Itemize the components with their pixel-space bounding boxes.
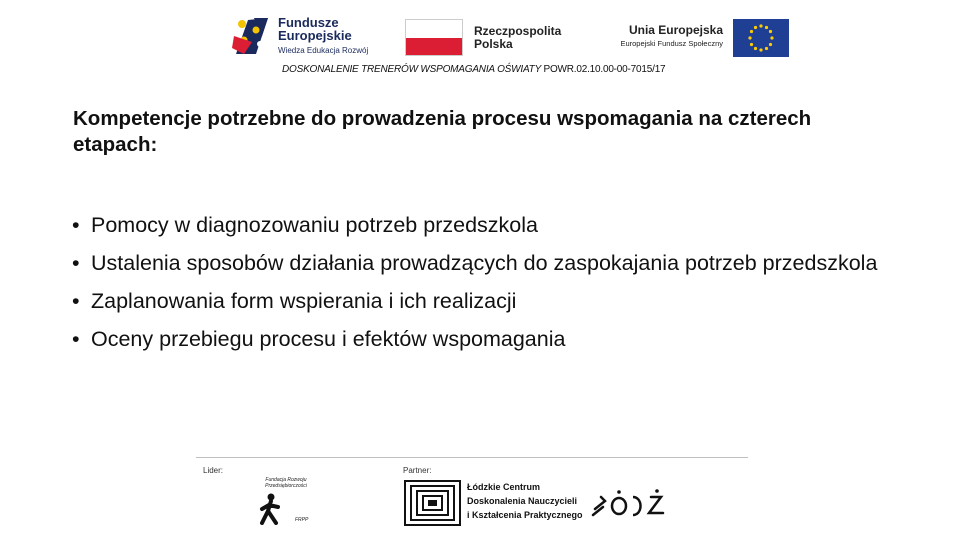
partner-org-name [467, 480, 583, 522]
partner-line2: Doskonalenia Nauczycieli [467, 496, 578, 506]
lider-logo [255, 477, 317, 527]
lodz-city-logo-icon [591, 487, 667, 517]
fundusze-subtitle: Wiedza Edukacja Rozwój [278, 46, 369, 55]
walking-figure-icon [259, 493, 281, 525]
lider-org-line1: Fundacja Rozwoju [265, 477, 307, 483]
fundusze-line1: Fundusze [278, 15, 339, 30]
unia-europejska-text [605, 23, 723, 48]
header [0, 0, 960, 80]
bullet-item: • Ustalenia sposobów działania prowadzących do zaspokajania potrzeb przedszkola [72, 252, 902, 275]
partner-line3: i Kształcenia Praktycznego [467, 510, 583, 520]
project-name: DOSKONALENIE TRENERÓW WSPOMAGANIA OŚWIATY [282, 64, 541, 75]
slide-title: Kompetencje potrzebne do prowadzenia procesu wspomagania na czterech etapach: [73, 107, 812, 156]
fundusze-line2: Europejskie [278, 28, 352, 43]
lider-small-text: FRPP [295, 517, 309, 523]
fundusze-europejskie-text [278, 16, 352, 42]
poland-flag-icon [405, 19, 463, 56]
ue-subtitle: Europejski Fundusz Społeczny [620, 39, 723, 48]
partner-label: Partner: [403, 466, 432, 475]
project-code: POWR.02.10.00-00-7015/17 [543, 64, 666, 75]
odn-square-logo-icon [404, 480, 461, 526]
bullet-item: • Oceny przebiegu procesu i efektów wspomagania [72, 328, 902, 351]
eu-flag-icon [733, 19, 789, 57]
lider-org-line2: Przedsiębiorczości [265, 483, 307, 489]
lider-label: Lider: [203, 466, 224, 475]
rzeczpospolita-text [474, 25, 561, 51]
bullet-list [72, 214, 902, 366]
partner-line1: Łódzkie Centrum [467, 482, 541, 492]
rzeczpospolita-line2: Polska [474, 37, 513, 51]
bullet-item: • Pomocy w diagnozowaniu potrzeb przedszkola [72, 214, 902, 237]
project-line [282, 64, 665, 75]
bullet-item: • Zaplanowania form wspierania i ich realizacji [72, 290, 902, 313]
rzeczpospolita-line1: Rzeczpospolita [474, 24, 562, 38]
ue-title: Unia Europejska [628, 23, 723, 37]
footer-divider [196, 457, 748, 458]
